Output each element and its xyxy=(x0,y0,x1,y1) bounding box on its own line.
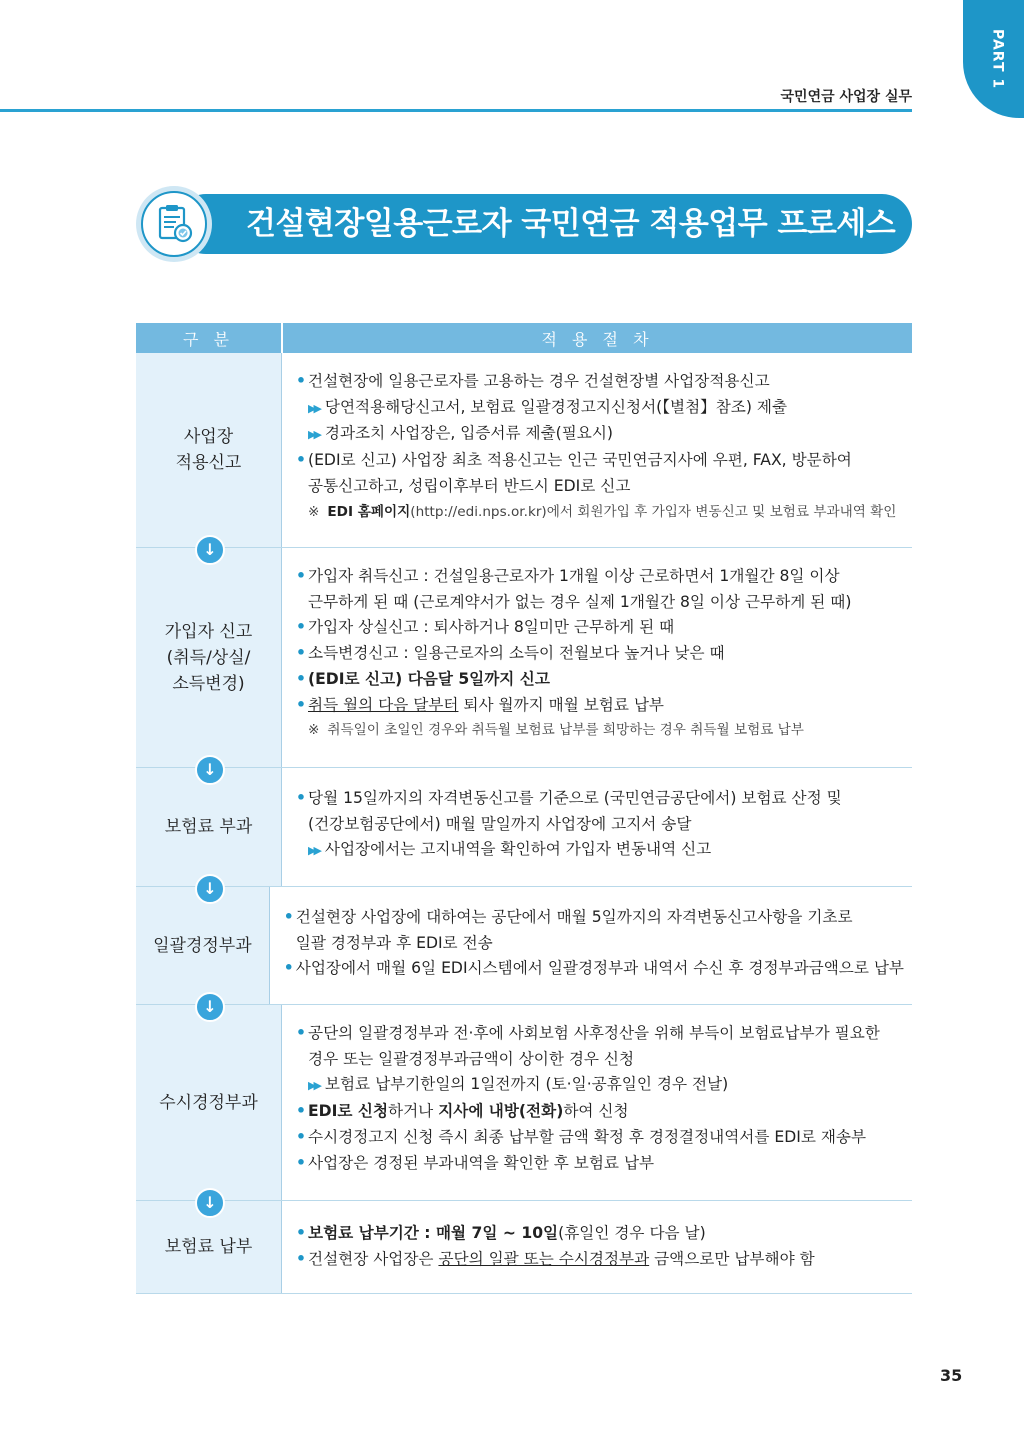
note-text: 취득일이 초일인 경우와 취득월 보험료 납부를 희망하는 경우 취득월 보험료 납부 xyxy=(327,722,804,739)
table-row xyxy=(136,540,912,768)
bullet-item xyxy=(296,1221,904,1247)
row-category xyxy=(136,1193,282,1293)
bullet-item: • 공단의 일괄경정부과 전·후에 사회보험 사후정산을 위해 부득이 보험료납부가 필요한 xyxy=(296,1021,904,1047)
sub-item-text: 당연적용해당신고서, 보험료 일괄경정고지신청서(【별첨】참조) 제출 xyxy=(324,397,788,416)
row-procedure xyxy=(282,1005,912,1200)
table-header xyxy=(136,323,912,353)
double-arrow-icon: ▶▶ xyxy=(308,1079,319,1093)
bullet-item: • 건설현장에 일용근로자를 고용하는 경우 건설현장별 사업장적용신고 xyxy=(296,369,904,395)
bullet-text: 금액으로만 납부해야 함 xyxy=(649,1249,815,1268)
page-number: 35 xyxy=(940,1366,963,1385)
bullet-item xyxy=(296,1099,904,1125)
bullet-continuation: 경우 또는 일괄경정부과금액이 상이한 경우 신청 xyxy=(308,1049,635,1068)
bullet-item: • 건설현장 사업장에 대하여는 공단에서 매월 5일까지의 자격변동신고사항을 기초로 xyxy=(284,905,904,931)
bullet-item: • 수시경정고지 신청 즉시 최종 납부할 금액 확정 후 경정결정내역서를 EDI로 재송부 xyxy=(296,1125,904,1151)
row-category xyxy=(136,879,270,1004)
table-row xyxy=(136,879,912,1005)
arrow-down-icon: ↓ xyxy=(195,874,225,904)
bullet-item: • 사업장은 경정된 부과내역을 확인한 후 보험료 납부 xyxy=(296,1151,904,1177)
bullet-item: • 사업장에서 매월 6일 EDI시스템에서 일괄경정부과 내역서 수신 후 경정부과금액으로 납부 xyxy=(284,956,904,982)
bold-text: EDI로 신청 xyxy=(308,1102,389,1121)
part-label: PART 1 xyxy=(989,28,1006,90)
sub-item xyxy=(296,395,904,422)
note-item xyxy=(296,500,904,526)
underlined-text: 취득 월의 다음 달부터 xyxy=(308,695,459,714)
sub-item xyxy=(296,421,904,448)
bullet-text: 건설현장 사업장은 xyxy=(308,1249,439,1268)
double-arrow-icon: ▶▶ xyxy=(308,428,319,442)
table-row xyxy=(136,760,912,887)
row-procedure xyxy=(282,768,912,886)
bullet-text: 하거나 xyxy=(388,1102,439,1121)
category-label: 가입자 신고 xyxy=(164,621,253,642)
bold-text: 보험료 납부기간 : 매월 7일 ~ 10일 xyxy=(308,1224,559,1242)
note-mark: ※ xyxy=(308,503,320,520)
title-badge xyxy=(136,186,212,262)
header-procedure: 적 용 절 차 xyxy=(283,323,912,353)
sub-item xyxy=(296,1072,904,1099)
category-label: 보험료 부과 xyxy=(164,817,253,837)
row-procedure xyxy=(282,548,912,767)
clipboard-check-icon xyxy=(152,202,196,246)
table-row xyxy=(136,353,912,548)
table-body xyxy=(136,353,912,1294)
section-title: 국민연금 사업장 실무 xyxy=(780,89,912,105)
bullet-item xyxy=(296,1247,904,1273)
bullet-item: • (EDI로 신고) 사업장 최초 적용신고는 인근 국민연금지사에 우편, FAX, 방문하여 xyxy=(296,448,904,474)
bullet-item: • (EDI로 신고) 다음달 5일까지 신고 xyxy=(296,667,904,693)
arrow-down-icon: ↓ xyxy=(195,755,225,785)
double-arrow-icon: ▶▶ xyxy=(308,401,319,415)
header-category: 구 분 xyxy=(136,323,281,353)
arrow-down-icon: ↓ xyxy=(195,535,225,565)
note-emphasis: EDI 홈페이지 xyxy=(327,503,411,520)
category-label: (취득/상실/ xyxy=(166,647,251,668)
underlined-text: 공단의 일괄 또는 수시경정부과 xyxy=(438,1249,650,1268)
note-item xyxy=(296,718,904,744)
bullet-continuation: (건강보험공단에서) 매월 말일까지 사업장에 고지서 송달 xyxy=(308,814,692,833)
sub-item-text: 경과조치 사업장은, 입증서류 제출(필요시) xyxy=(324,424,613,443)
table-row xyxy=(136,1193,912,1294)
bullet-continuation: 공통신고하고, 성립이후부터 반드시 EDI로 신고 xyxy=(308,476,631,495)
note-mark: ※ xyxy=(308,722,320,739)
sub-item-text: 보험료 납부기한일의 1일전까지 (토·일·공휴일인 경우 전날) xyxy=(324,1075,729,1094)
sub-item-text: 사업장에서는 고지내역을 확인하여 가입자 변동내역 신고 xyxy=(324,840,712,859)
bullet-item xyxy=(296,693,904,719)
header-divider xyxy=(0,109,912,112)
process-table xyxy=(136,323,912,1294)
page-title-banner xyxy=(136,186,912,264)
category-label: 수시경정부과 xyxy=(159,1092,258,1113)
bullet-text: 하여 신청 xyxy=(563,1102,629,1121)
part-tab xyxy=(963,0,1024,118)
sub-item xyxy=(296,837,904,864)
bullet-text: (휴일인 경우 다음 날) xyxy=(558,1224,706,1242)
row-procedure xyxy=(282,1201,912,1293)
arrow-down-icon: ↓ xyxy=(195,992,225,1022)
row-procedure xyxy=(270,887,912,1004)
bullet-item: • 당월 15일까지의 자격변동신고를 기준으로 (국민연금공단에서) 보험료 산정 및 xyxy=(296,786,904,812)
category-label: 적용신고 xyxy=(175,453,242,473)
arrow-down-icon: ↓ xyxy=(195,1188,225,1218)
category-label: 소득변경) xyxy=(172,673,245,694)
bullet-continuation: 근무하게 된 때 (근로계약서가 없는 경우 실제 1개월간 8일 이상 근무하게 된 때) xyxy=(308,592,852,611)
bullet-item: • 가입자 상실신고 : 퇴사하거나 8일미만 근무하게 된 때 xyxy=(296,615,904,641)
bullet-item: • 소득변경신고 : 일용근로자의 소득이 전월보다 높거나 낮은 때 xyxy=(296,641,904,667)
row-category xyxy=(136,760,282,886)
note-text: (http://edi.nps.or.kr)에서 회원가입 후 가입자 변동신고 및 보험료 부과내역 확인 xyxy=(410,503,897,520)
bullet-item: • 가입자 취득신고 : 건설일용근로자가 1개월 이상 근로하면서 1개월간 8일 이상 xyxy=(296,564,904,590)
page-title: 건설현장일용근로자 국민연금 적용업무 프로세스 xyxy=(246,206,896,242)
table-row xyxy=(136,997,912,1201)
row-category xyxy=(136,997,282,1200)
row-procedure xyxy=(282,353,912,547)
category-label: 사업장 xyxy=(183,427,234,447)
bold-text: 지사에 내방(전화) xyxy=(438,1102,564,1121)
row-category xyxy=(136,540,282,767)
row-category xyxy=(136,353,282,547)
double-arrow-icon: ▶▶ xyxy=(308,844,319,858)
bullet-text: 퇴사 월까지 매월 보험료 납부 xyxy=(458,695,665,714)
bullet-continuation: 일괄 경정부과 후 EDI로 전송 xyxy=(295,933,493,952)
category-label: 보험료 납부 xyxy=(164,1237,253,1257)
category-label: 일괄경정부과 xyxy=(153,935,252,956)
